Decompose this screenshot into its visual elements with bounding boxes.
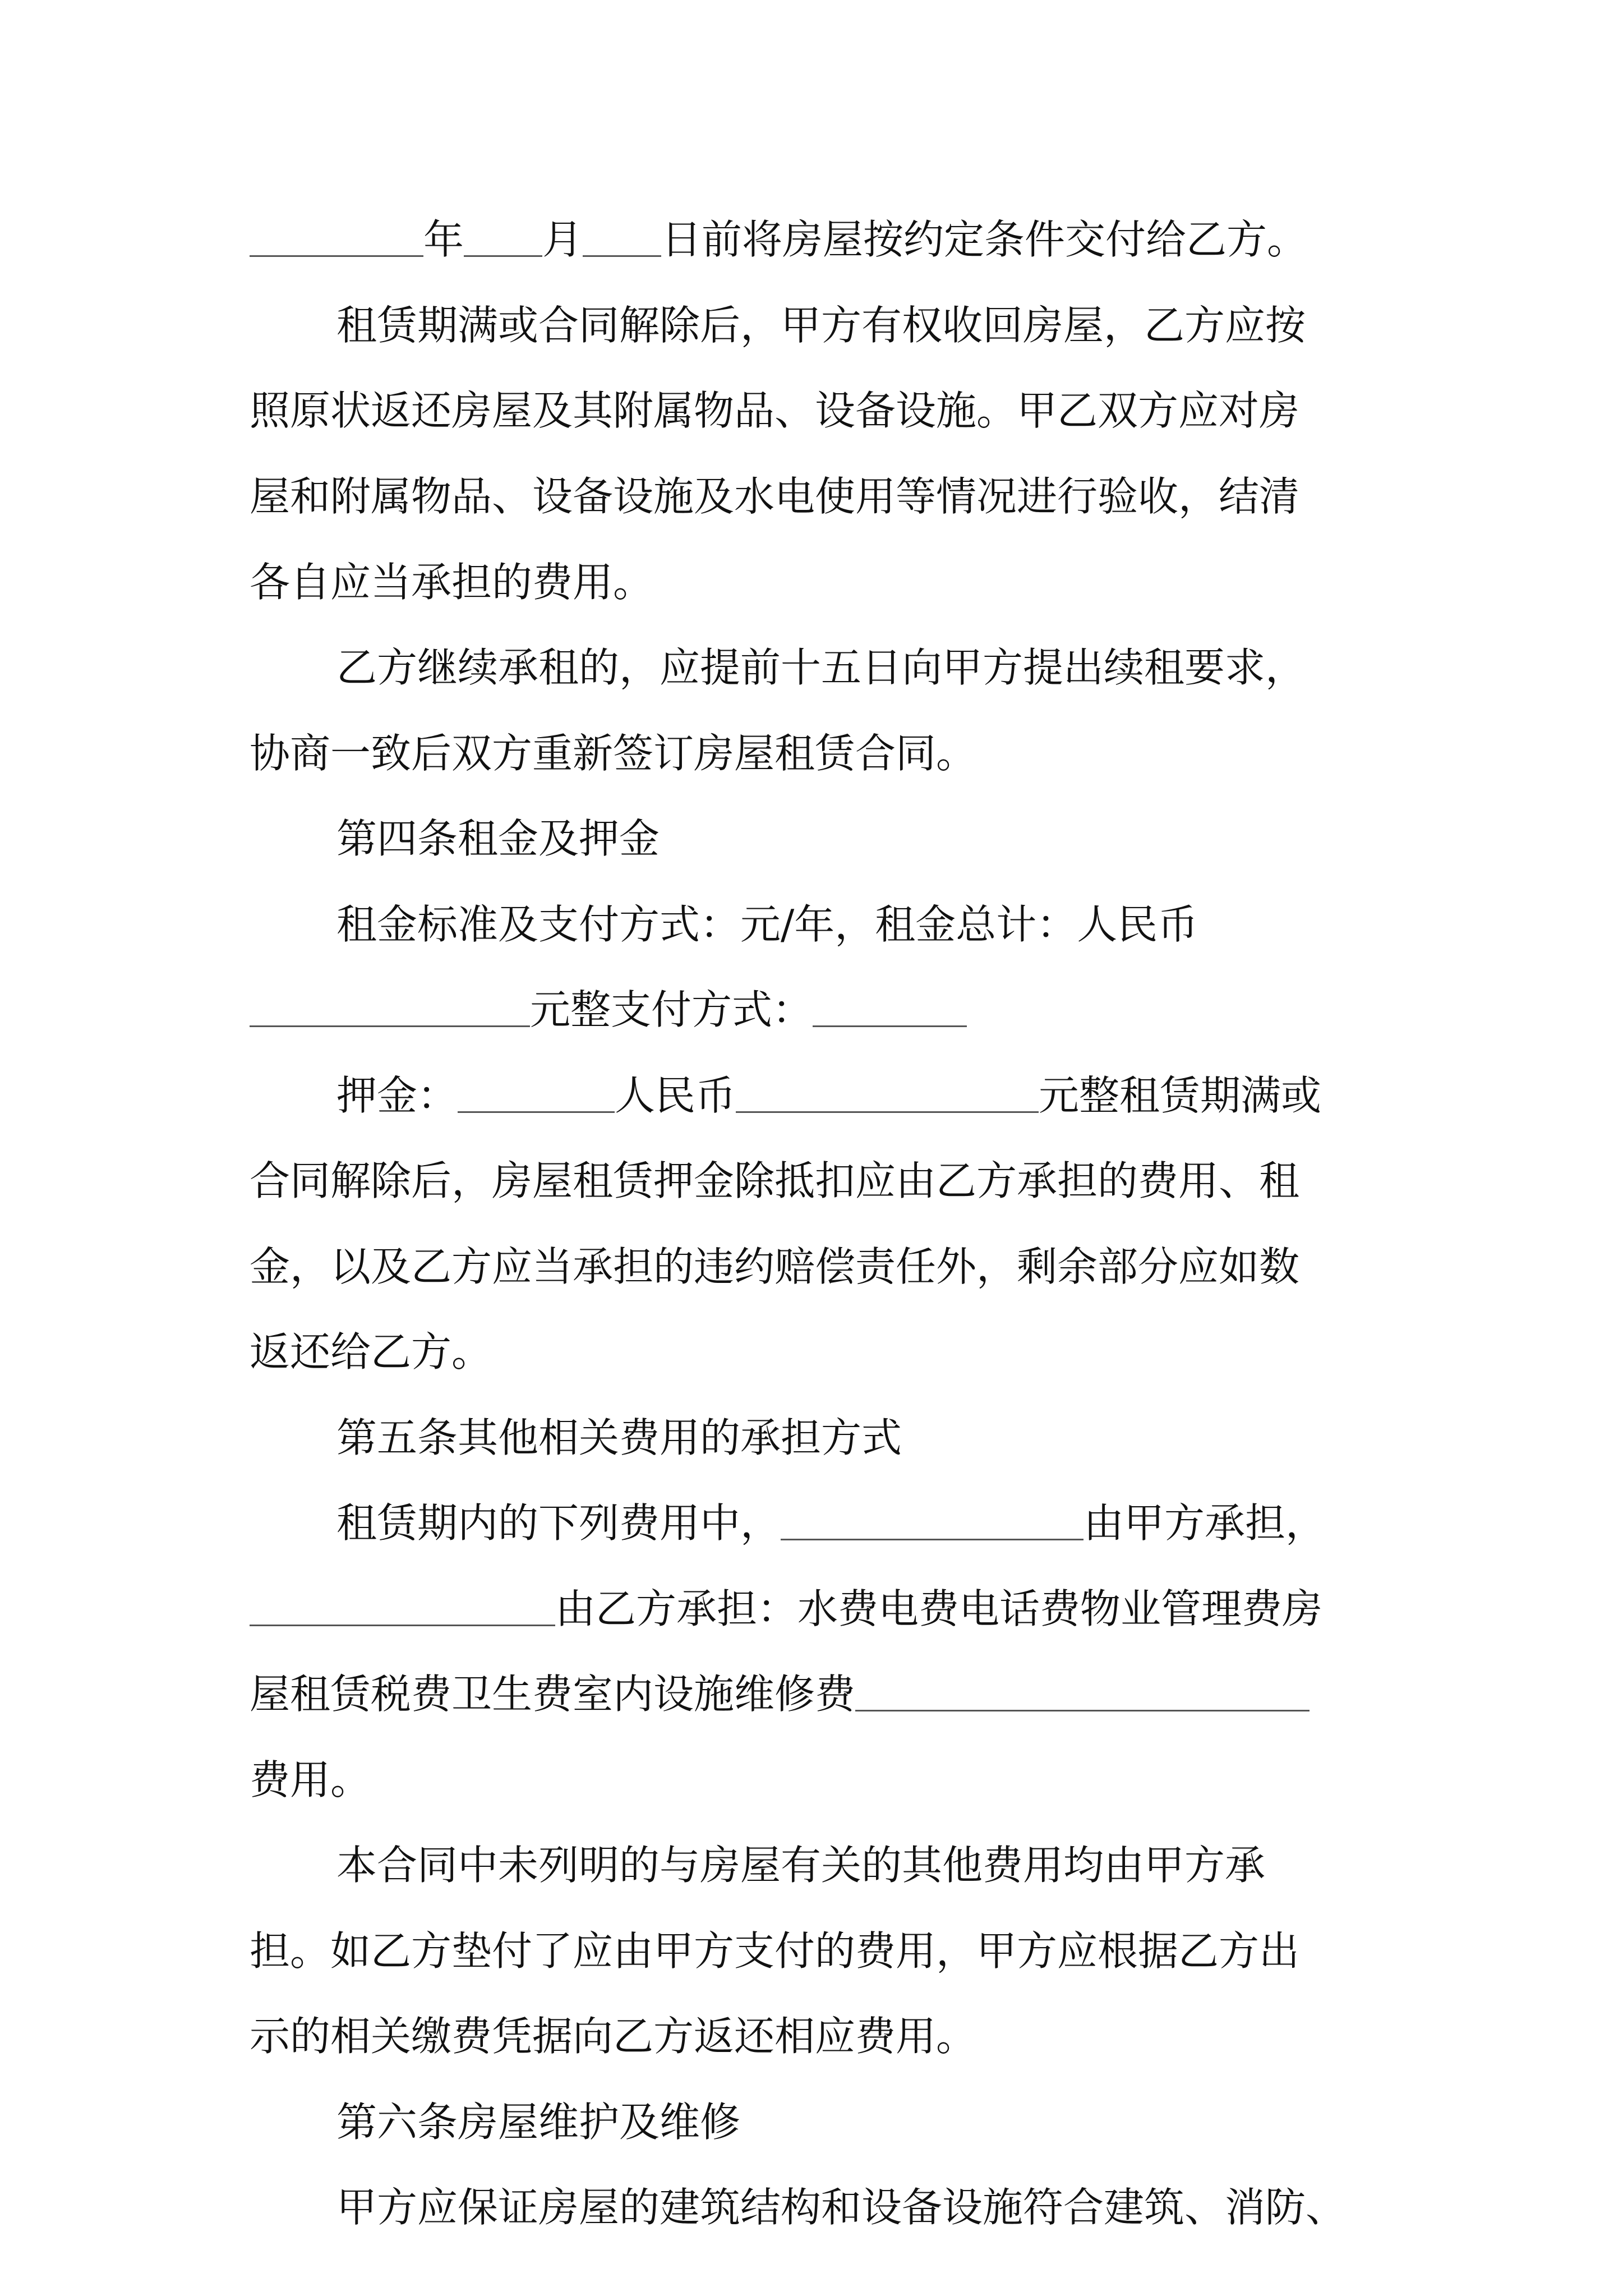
fill-blank-party-b-fees [250, 1624, 555, 1626]
paragraph-line: 租金标准及支付方式：元/年，租金总计：人民币 [336, 901, 1198, 948]
fill-blank-party-a-fees [781, 1538, 1083, 1540]
fill-blank-year [250, 255, 423, 257]
paragraph-line: 费用。 [250, 1756, 371, 1803]
text-segment: 日前将房屋按约定条件交付给乙方。 [661, 216, 1308, 263]
text-segment: 屋租赁税费卫生费室内设施维修费 [250, 1671, 856, 1718]
paragraph-line: 担。如乙方垫付了应由甲方支付的费用，甲方应根据乙方出 [250, 1927, 1300, 1975]
paragraph-line: 租赁期满或合同解除后，甲方有权收回房屋，乙方应按 [336, 302, 1306, 349]
paragraph-line: 本合同中未列明的与房屋有关的其他费用均由甲方承 [336, 1842, 1266, 1889]
text-segment: 人民币 [615, 1072, 736, 1119]
paragraph-line: 合同解除后，房屋租赁押金除抵扣应由乙方承担的费用、租 [250, 1157, 1300, 1204]
fill-blank-other-fees [855, 1709, 1310, 1711]
text-line [250, 968, 1394, 1052]
section-heading: 第五条其他相关费用的承担方式 [336, 1414, 902, 1461]
fill-blank-deposit [458, 1111, 615, 1113]
text-line [250, 1567, 1394, 1651]
text-line [336, 1053, 1394, 1138]
paragraph-line: 屋和附属物品、设备设施及水电使用等情况进行验收，结清 [250, 473, 1300, 520]
paragraph-line: 返还给乙方。 [250, 1328, 492, 1375]
fill-blank-day [583, 255, 661, 257]
text-segment: 租赁期内的下列费用中， [336, 1499, 781, 1547]
paragraph-line: 各自应当承担的费用。 [250, 559, 654, 606]
text-segment: 元整支付方式： [530, 986, 813, 1033]
text-line [336, 1481, 1394, 1565]
text-segment: 由乙方承担：水费电费电话费物业管理费房 [555, 1585, 1323, 1632]
text-segment: 由甲方承担， [1083, 1499, 1326, 1547]
text-segment: 押金： [336, 1072, 458, 1119]
section-heading: 第六条房屋维护及维修 [336, 2099, 741, 2146]
paragraph-line: 示的相关缴费凭据向乙方返还相应费用。 [250, 2013, 977, 2060]
text-line [250, 1652, 1394, 1736]
fill-blank-total [250, 1025, 530, 1027]
paragraph-line: 乙方继续承租的，应提前十五日向甲方提出续租要求， [336, 644, 1306, 691]
fill-blank-month [464, 255, 542, 257]
paragraph-line: 协商一致后双方重新签订房屋租赁合同。 [250, 730, 977, 777]
text-segment: 年 [423, 216, 464, 263]
text-line [250, 197, 1394, 282]
fill-blank-payment-method [813, 1025, 967, 1027]
fill-blank-deposit-amount [736, 1111, 1039, 1113]
section-heading: 第四条租金及押金 [336, 815, 660, 862]
text-segment: 月 [542, 216, 583, 263]
paragraph-line: 甲方应保证房屋的建筑结构和设备设施符合建筑、消防、 [336, 2184, 1347, 2231]
text-segment: 元整租赁期满或 [1039, 1072, 1322, 1119]
paragraph-line: 照原状返还房屋及其附属物品、设备设施。甲乙双方应对房 [250, 387, 1300, 434]
paragraph-line: 金，以及乙方应当承担的违约赔偿责任外，剩余部分应如数 [250, 1243, 1300, 1290]
